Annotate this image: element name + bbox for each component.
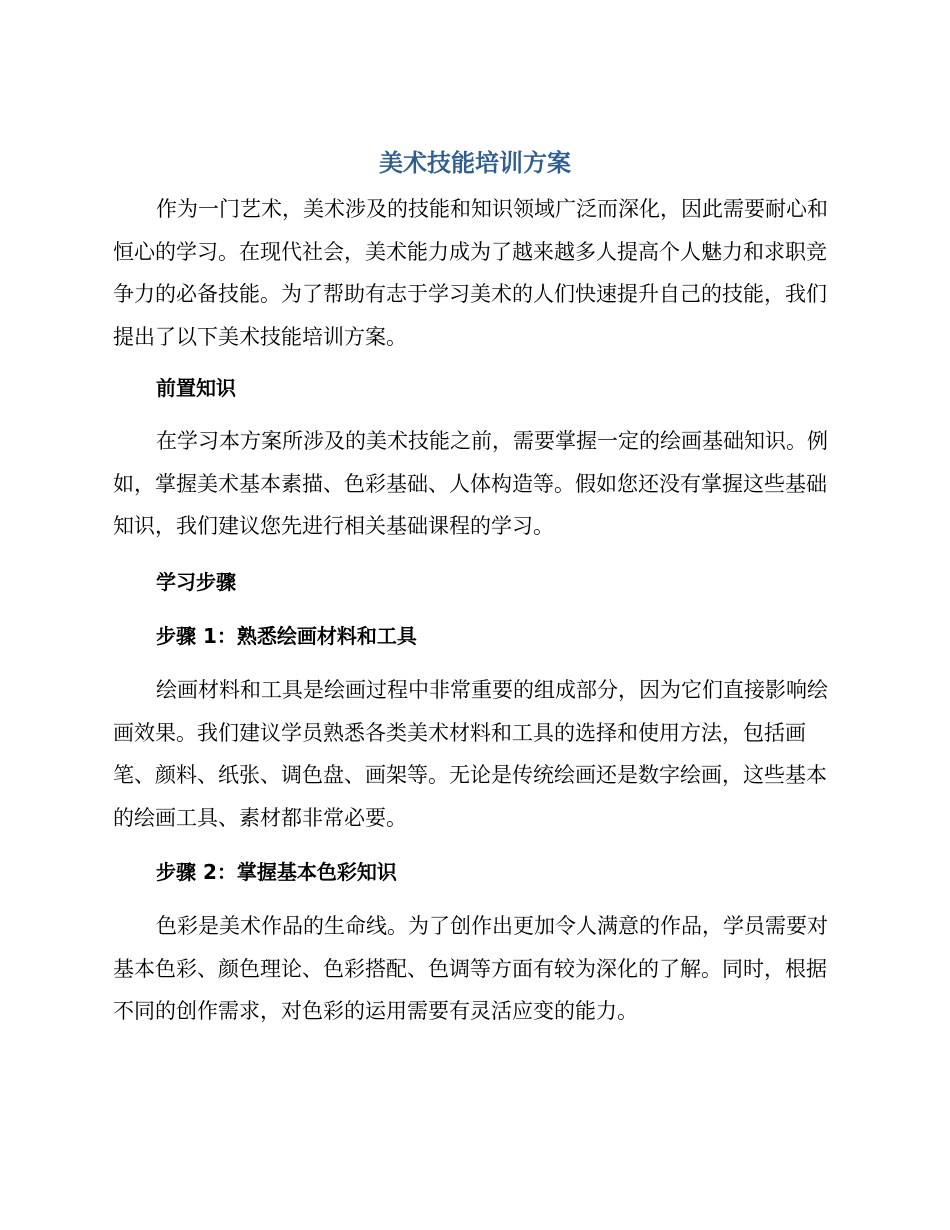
document-title: 美术技能培训方案	[379, 149, 571, 177]
intro-paragraph: 作为一门艺术，美术涉及的技能和知识领域广泛而深化，因此需要耐心和恒心的学习。在现代社会，美术能力成为了越来越多人提高个人魅力和求职竞争力的必备技能。为了帮助有志于学习美术的人们快速提升自己的技能，我们提出了以下美术技能培训方案。	[113, 197, 828, 349]
step-2-paragraph: 色彩是美术作品的生命线。为了创作出更加令人满意的作品，学员需要对基本色彩、颜色理论、色彩搭配、色调等方面有较为深化的了解。同时，根据不同的创作需求，对色彩的运用需要有灵活应变的能力。	[113, 914, 828, 1023]
section-heading-learning-steps: 学习步骤	[156, 570, 236, 594]
prerequisites-paragraph: 在学习本方案所涉及的美术技能之前，需要掌握一定的绘画基础知识。例如，掌握美术基本素描、色彩基础、人体构造等。假如您还没有掌握这些基础知识，我们建议您先进行相关基础课程的学习。	[113, 429, 828, 538]
section-heading-step-2: 步骤 2：掌握基本色彩知识	[156, 860, 397, 884]
section-heading-prerequisites: 前置知识	[156, 376, 236, 400]
step-1-paragraph: 绘画材料和工具是绘画过程中非常重要的组成部分，因为它们直接影响绘画效果。我们建议学员熟悉各类美术材料和工具的选择和使用方法，包括画笔、颜料、纸张、调色盘、画架等。无论是传统绘画还是数字绘画，这些基本的绘画工具、素材都非常必要。	[113, 678, 828, 830]
section-heading-step-1: 步骤 1：熟悉绘画材料和工具	[156, 624, 417, 648]
